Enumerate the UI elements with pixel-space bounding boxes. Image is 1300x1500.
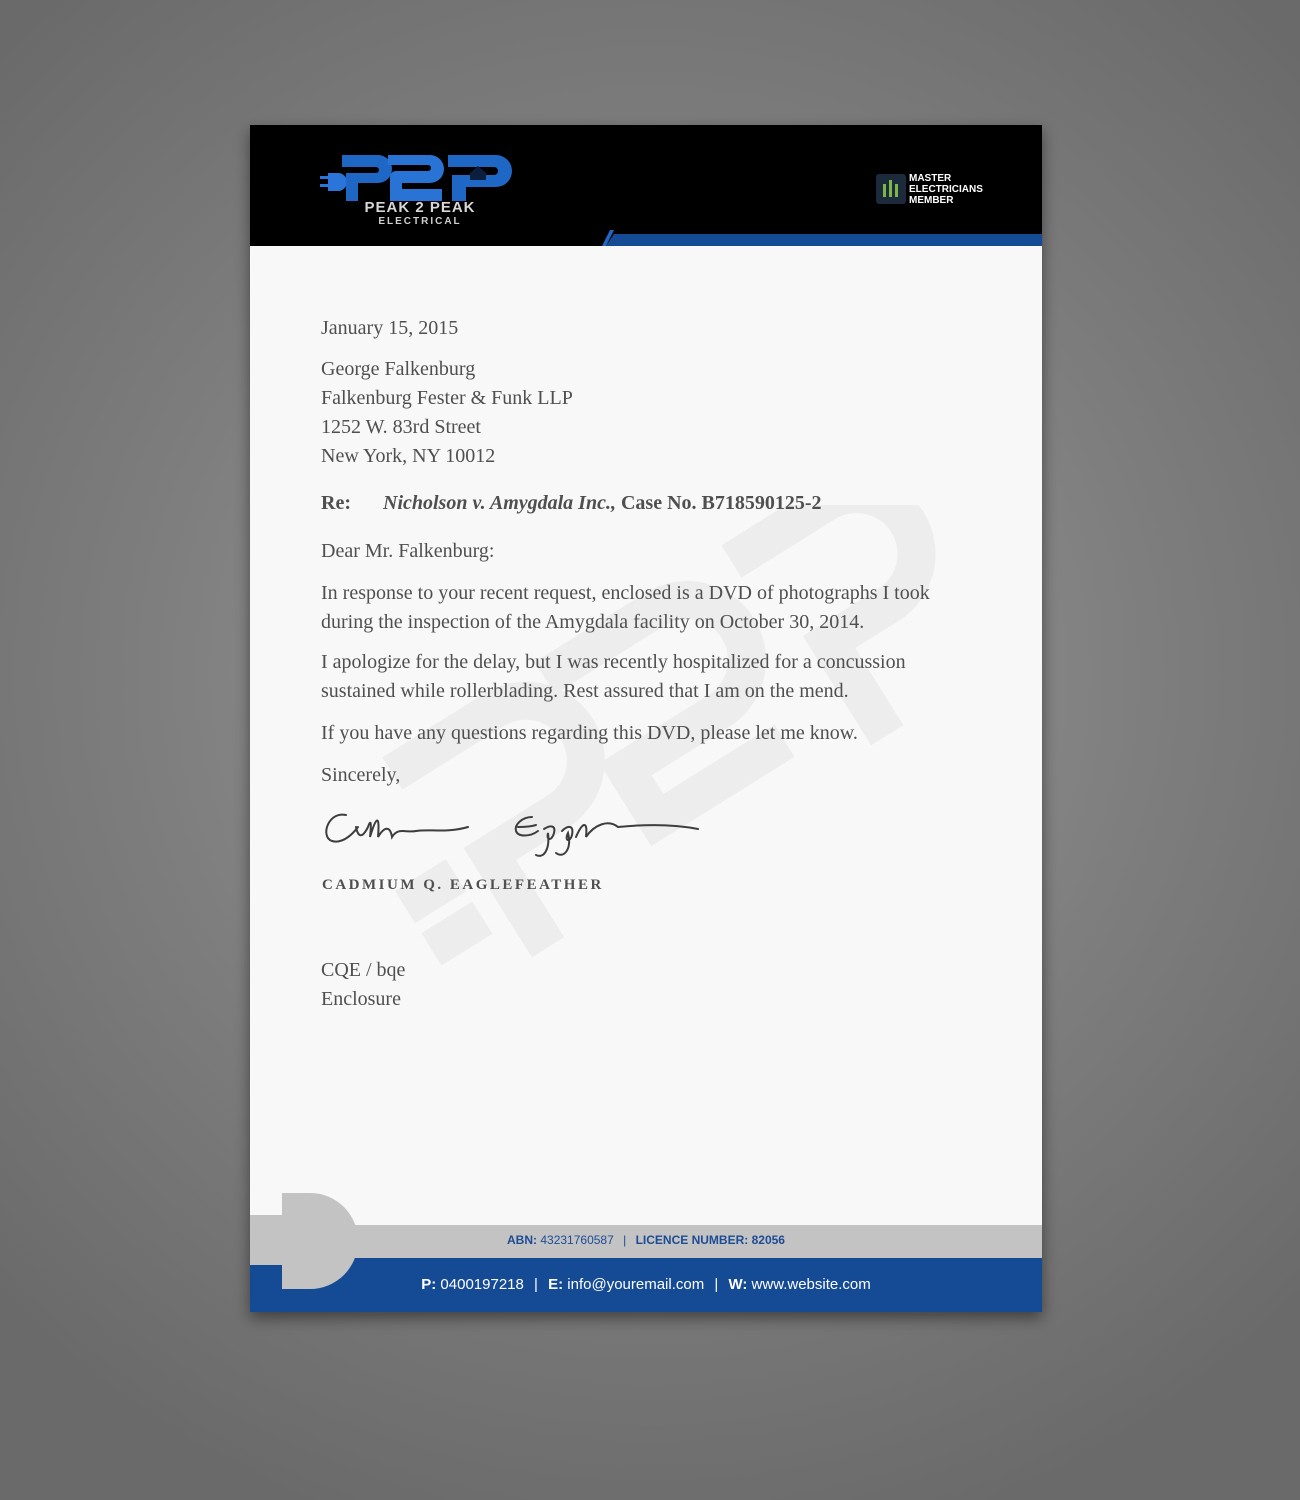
badge-line: MASTER xyxy=(909,173,952,184)
separator: | xyxy=(623,1233,627,1247)
separator: | xyxy=(534,1276,538,1293)
master-electricians-badge-icon xyxy=(876,174,906,204)
signer-name: CADMIUM Q. EAGLEFEATHER xyxy=(322,877,604,893)
address-line: George Falkenburg xyxy=(321,358,476,380)
phone-label: P: xyxy=(421,1276,437,1293)
letter-date: January 15, 2015 xyxy=(321,317,459,339)
email-link[interactable]: info@youremail.com xyxy=(567,1276,705,1293)
re-label: Re: xyxy=(321,492,351,514)
salutation: Dear Mr. Falkenburg: xyxy=(321,540,495,562)
abn-label: ABN: xyxy=(507,1233,538,1247)
licence-label: LICENCE NUMBER: xyxy=(635,1233,749,1247)
address-line: 1252 W. 83rd Street xyxy=(321,416,481,438)
licence-value: 82056 xyxy=(751,1233,785,1247)
case-number: Case No. B718590125-2 xyxy=(620,492,822,514)
address-line: Falkenburg Fester & Funk LLP xyxy=(321,387,573,409)
paragraph-1 xyxy=(321,579,930,637)
typist-initials: CQE / bqe xyxy=(321,959,406,981)
handwritten-signature xyxy=(318,797,708,867)
separator: | xyxy=(714,1276,719,1293)
paragraph-line: I apologize for the delay, but I was recently hospitalized for a concussion xyxy=(321,651,906,673)
badge-label xyxy=(909,173,999,206)
web-label: W: xyxy=(728,1276,748,1293)
letterhead-page xyxy=(250,125,1042,1312)
closing: Sincerely, xyxy=(321,764,401,786)
email-label: E: xyxy=(548,1276,564,1293)
enclosure-note: Enclosure xyxy=(321,988,401,1010)
paragraph-line: In response to your recent request, enclosed is a DVD of photographs I took xyxy=(321,582,930,604)
recipient-address xyxy=(321,355,573,471)
paragraph-3: If you have any questions regarding this DVD, please let me know. xyxy=(321,722,858,744)
brand-subtitle: ELECTRICAL xyxy=(378,216,462,227)
phone-value: 0400197218 xyxy=(440,1276,524,1293)
abn-value: 43231760587 xyxy=(540,1233,614,1247)
brand-name: PEAK 2 PEAK xyxy=(364,199,476,216)
registration-info xyxy=(250,1233,1042,1247)
paragraph-2 xyxy=(321,648,906,706)
address-line: New York, NY 10012 xyxy=(321,445,496,467)
letterhead-header xyxy=(250,125,1042,246)
case-name: Nicholson v. Amygdala Inc., xyxy=(383,492,616,514)
subject-line xyxy=(321,489,822,518)
website-link[interactable]: www.website.com xyxy=(751,1276,871,1293)
paragraph-line: sustained while rollerblading. Rest assured that I am on the mend. xyxy=(321,680,849,702)
paragraph-line: during the inspection of the Amygdala facility on October 30, 2014. xyxy=(321,611,865,633)
contact-info xyxy=(250,1276,1042,1293)
badge-line: MEMBER xyxy=(909,195,954,206)
badge-line: ELECTRICIANS xyxy=(909,184,983,195)
